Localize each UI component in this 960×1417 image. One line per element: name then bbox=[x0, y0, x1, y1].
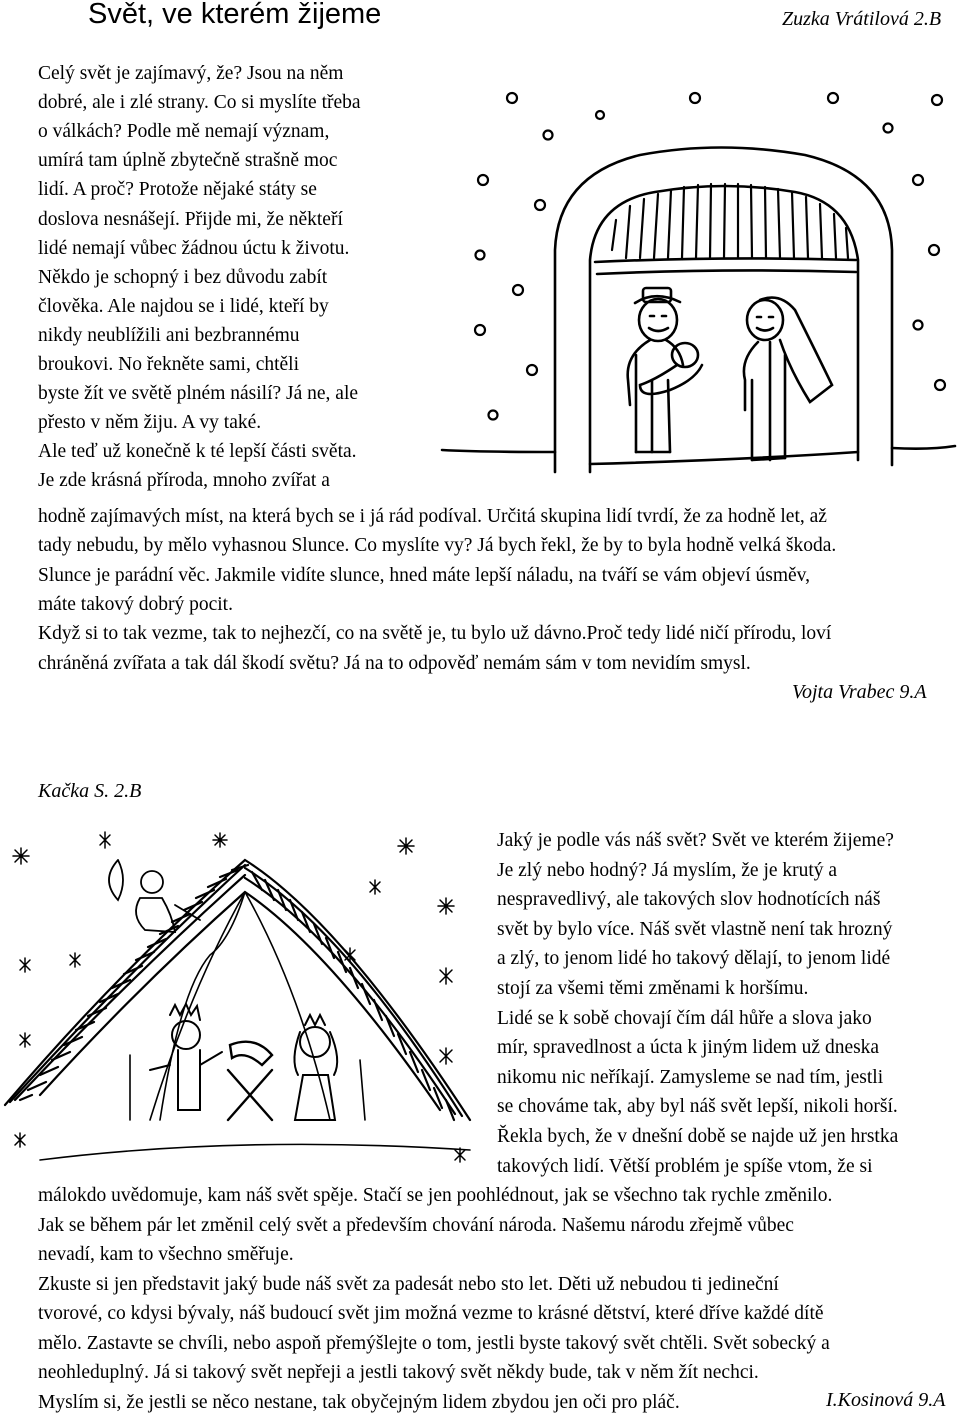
essay-1-wide-line: hodně zajímavých míst, na která bych se i já rád podíval. Určitá skupina lidí tvrdí, že za hodně let, až bbox=[38, 506, 827, 527]
essay-2-right-line: takových lidí. Větší problém je spíše vtom, že si bbox=[497, 1155, 873, 1177]
essay-1-narrow-line: Někdo je schopný i bez důvodu zabít bbox=[38, 266, 328, 288]
essay-1-wide-line: chráněná zvířata a tak dál škodí světu? Já na to odpověď nemám sám v tom nevidím smysl. bbox=[38, 652, 751, 674]
essay-1-narrow-line: dobré, ale i zlé strany. Co si myslíte třeba bbox=[38, 92, 361, 114]
essay-1-narrow-line: doslova nesnášejí. Přijde mi, že někteří bbox=[38, 208, 343, 230]
essay-2-wide-line: málokdo uvědomuje, kam náš svět spěje. Stačí se jen poohlédnout, jak se všechno tak rychle změnilo. bbox=[38, 1185, 833, 1206]
essay-1-narrow-line: Ale teď už konečně k té lepší části světa. bbox=[38, 441, 357, 463]
essay-2-right-line: Lidé se k sobě chovají čím dál hůře a slova jako bbox=[497, 1007, 872, 1029]
author-top: Zuzka Vrátilová 2.B bbox=[782, 8, 942, 30]
drawing-archway-family bbox=[440, 80, 960, 480]
essay-2-signature: I.Kosinová 9.A bbox=[826, 1389, 946, 1411]
essay-2-right-line: Jaký je podle vás náš svět? Svět ve kterém žijeme? bbox=[497, 830, 894, 851]
drawing-nativity-roof bbox=[0, 820, 490, 1165]
essay-1-narrow-line: Je zde krásná příroda, mnoho zvířat a bbox=[38, 470, 330, 492]
essay-1-wide-line: tady nebudu, by mělo vyhasnou Slunce. Co myslíte vy? Já bych řekl, že by to byla hodně velká škoda. bbox=[38, 535, 837, 557]
essay-2-right-line: Je zlý nebo hodný? Já myslím, že je krutý a bbox=[497, 859, 838, 881]
essay-2-wide-line: nevadí, kam to všechno směřuje. bbox=[38, 1244, 294, 1265]
essay-1-narrow-line: přesto v něm žiju. A vy také. bbox=[38, 412, 262, 434]
essay-2-author: Kačka S. 2.B bbox=[38, 780, 142, 802]
essay-2-last-line: Myslím si, že jestli se něco nestane, tak obyčejným lidem zbydou jen oči pro pláč. bbox=[38, 1392, 680, 1413]
essay-2-right-line: stojí za všemi těmi změnami k horšímu. bbox=[497, 978, 809, 999]
essay-1-narrow-line: člověka. Ale najdou se i lidé, kteří by bbox=[38, 295, 329, 317]
essay-2-right-line: se chováme tak, aby byl náš svět lepší, nikoli horší. bbox=[497, 1096, 898, 1118]
essay-2-wide-line: neohleduplný. Já si takový svět nepřeji a jestli takový svět někdy bude, tak v něm žít nechci. bbox=[38, 1362, 759, 1383]
essay-2-wide-line: mělo. Zastavte se chvíli, nebo aspoň přemýšlejte o tom, jestli byste takový svět chtěli. Svět sobecký a bbox=[38, 1332, 830, 1354]
essay-2-right-line: nikomu nic neříkají. Zamysleme se nad tím, jestli bbox=[497, 1066, 884, 1088]
page-title: Svět, ve kterém žijeme bbox=[88, 0, 382, 30]
essay-2-right-line: nespravedlivý, ale takových slov hodnotících náš bbox=[497, 889, 881, 911]
essay-2-right-line: a zlý, to jenom lidé ho takový dělají, to jenom lidé bbox=[497, 948, 891, 970]
essay-2-wide-line: tvorové, co kdysi bývaly, náš budoucí svět jim možná vezme to krásné dětství, které dříve každé dítě bbox=[38, 1303, 824, 1324]
essay-2-right-line: mír, spravedlnost a úcta k jiným lidem už dneska bbox=[497, 1037, 880, 1059]
essay-2-wide-line: Zkuste si jen představit jaký bude náš svět za padesát nebo sto let. Děti už nebudou ti jedineční bbox=[38, 1273, 779, 1295]
essay-1-wide-line: Slunce je parádní věc. Jakmile vidíte slunce, hned máte lepší náladu, na tváří se vám objeví úsměv, bbox=[38, 564, 811, 586]
essay-1-wide-line: Když si to tak vezme, tak to nejhezčí, co na světě je, tu bylo už dávno.Proč tedy lidé ničí přírodu, loví bbox=[38, 623, 832, 645]
essay-2-right-line: Řekla bych, že v dnešní době se najde už jen hrstka bbox=[497, 1126, 899, 1147]
essay-1-signature: Vojta Vrabec 9.A bbox=[792, 681, 927, 703]
essay-1-narrow-line: lidí. A proč? Protože nějaké státy se bbox=[38, 179, 317, 201]
essay-1-narrow-line: umírá tam úplně zbytečně strašně moc bbox=[38, 150, 338, 172]
essay-1-narrow-line: lidé nemají vůbec žádnou úctu k životu. bbox=[38, 237, 350, 259]
essay-1-narrow-line: o válkách? Podle mě nemají význam, bbox=[38, 121, 330, 143]
essay-1-wide-line: máte takový dobrý pocit. bbox=[38, 593, 233, 615]
essay-1-narrow-line: byste žít ve světě plném násilí? Já ne, ale bbox=[38, 383, 359, 405]
essay-1-narrow-line: nikdy neublížili ani bezbrannému bbox=[38, 324, 300, 346]
essay-2-right-line: svět by bylo více. Náš svět vlastně není tak hrozný bbox=[497, 918, 893, 940]
essay-1-narrow-line: Celý svět je zajímavý, že? Jsou na něm bbox=[38, 63, 344, 84]
essay-1-narrow-line: broukovi. No řekněte sami, chtěli bbox=[38, 354, 300, 375]
essay-2-wide-line: Jak se během pár let změnil celý svět a především chování národa. Našemu národu zřejmě vůbec bbox=[38, 1214, 794, 1236]
